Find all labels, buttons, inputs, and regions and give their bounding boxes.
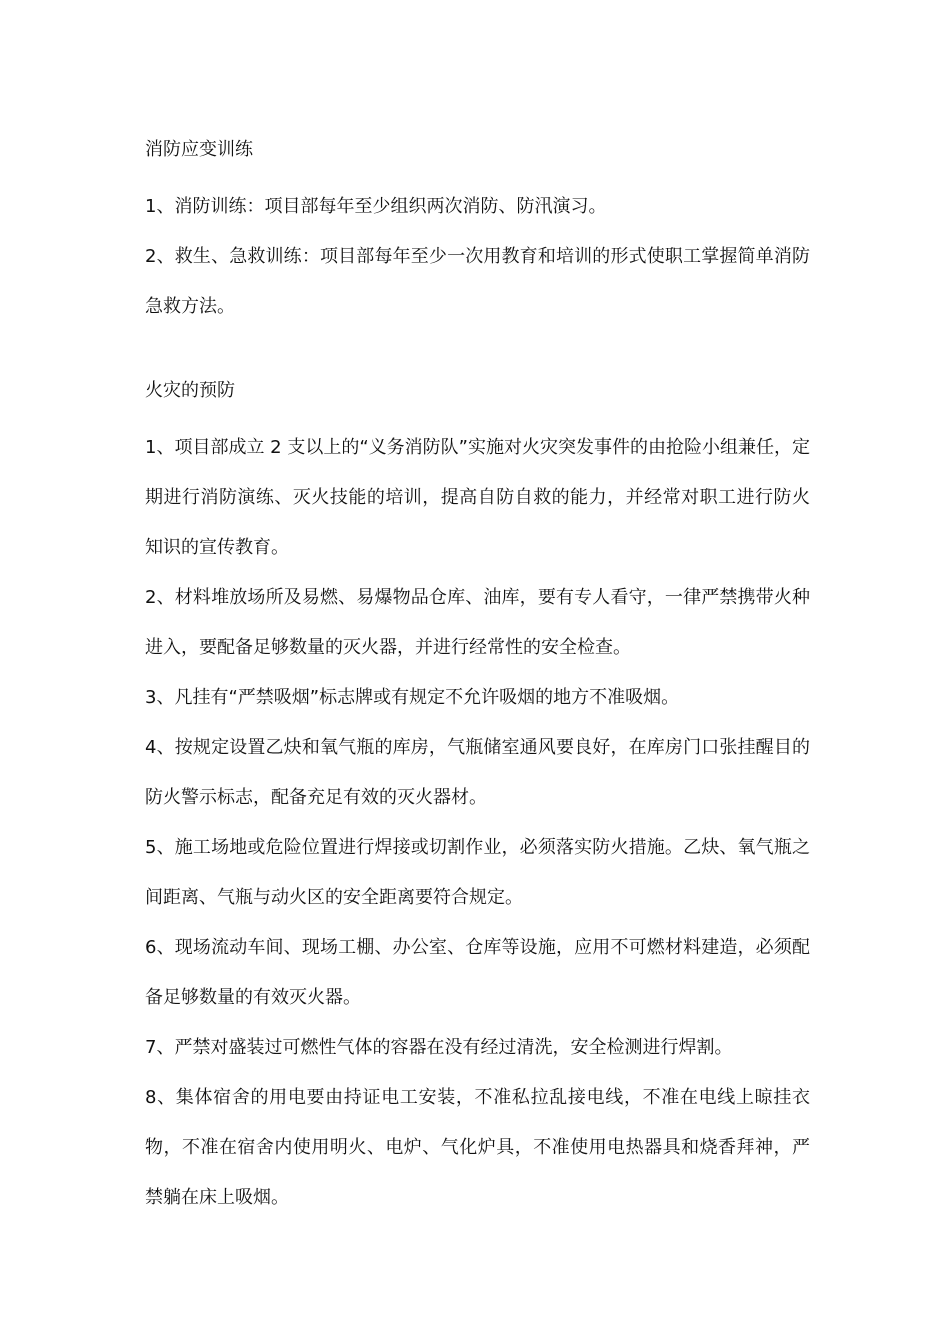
list-item: 2、材料堆放场所及易燃、易爆物品仓库、油库，要有专人看守，一律严禁携带火种进入，要配备足够数量的灭火器，并进行经常性的安全检查。 <box>145 587 810 658</box>
section-divider <box>145 332 810 374</box>
list-item: 8、集体宿舍的用电要由持证电工安装，不准私拉乱接电线，不准在电线上晾挂衣物，不准在宿舍内使用明火、电炉、气化炉具，不准使用电热器具和烧香拜神，严禁躺在床上吸烟。 <box>145 1087 810 1208</box>
section-fire-prevention <box>145 374 810 1223</box>
list-item: 6、现场流动车间、现场工棚、办公室、仓库等设施，应用不可燃材料建造，必须配备足够数量的有效灭火器。 <box>145 937 810 1008</box>
list-item: 3、凡挂有“严禁吸烟”标志牌或有规定不允许吸烟的地方不准吸烟。 <box>145 687 680 708</box>
list-item: 1、项目部成立 2 支以上的“义务消防队”实施对火灾突发事件的由抢险小组兼任，定期进行消防演练、灭火技能的培训，提高自防自救的能力，并经常对职工进行防火知识的宣传教育。 <box>145 437 810 558</box>
list-item: 2、救生、急救训练：项目部每年至少一次用教育和培训的形式使职工掌握简单消防急救方法。 <box>145 246 810 317</box>
list-item: 4、按规定设置乙炔和氧气瓶的库房，气瓶储室通风要良好，在库房门口张挂醒目的防火警示标志，配备充足有效的灭火器材。 <box>145 737 810 808</box>
section-fire-drill-training <box>145 133 810 332</box>
document-page <box>145 133 810 1223</box>
section-title: 火灾的预防 <box>145 380 235 401</box>
list-item: 1、消防训练：项目部每年至少组织两次消防、防汛演习。 <box>145 196 607 217</box>
list-item: 7、严禁对盛装过可燃性气体的容器在没有经过清洗，安全检测进行焊割。 <box>145 1037 733 1058</box>
section-title: 消防应变训练 <box>145 139 253 160</box>
list-item: 5、施工场地或危险位置进行焊接或切割作业，必须落实防火措施。乙炔、氧气瓶之间距离、气瓶与动火区的安全距离要符合规定。 <box>145 837 810 908</box>
